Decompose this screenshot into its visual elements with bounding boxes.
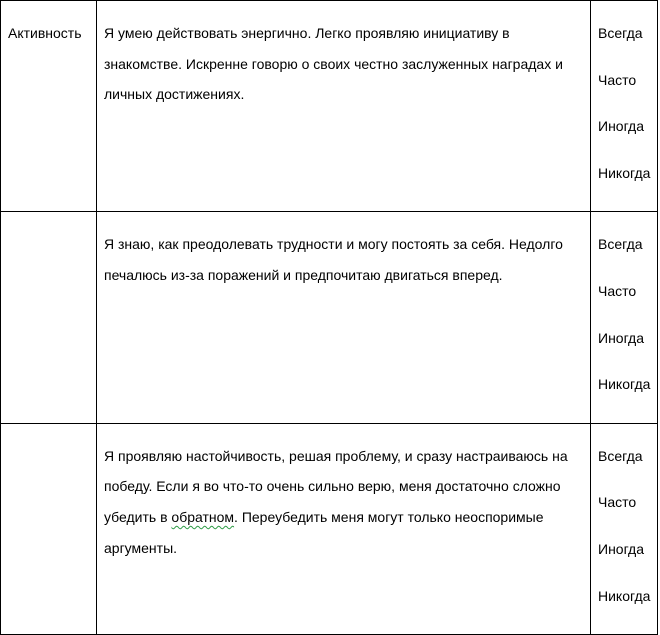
option-never[interactable]: Никогда: [598, 376, 651, 393]
options-cell: [591, 212, 658, 423]
category-cell-empty: [1, 423, 97, 634]
option-sometimes[interactable]: Иногда: [598, 118, 645, 135]
category-cell-empty: [1, 212, 97, 423]
statement-cell: [97, 212, 591, 423]
statement-text: Я знаю, как преодолевать трудности и могу постоять за себя. Недолго печалюсь из-за поражений и предпочитаю двигаться вперед.: [104, 236, 563, 283]
option-always[interactable]: Всегда: [598, 447, 643, 464]
category-cell: [1, 1, 97, 212]
options-cell: [591, 423, 658, 634]
statement-cell: [97, 423, 591, 634]
option-often[interactable]: Часто: [598, 282, 637, 299]
option-never[interactable]: Никогда: [598, 587, 651, 604]
table-row: [1, 423, 658, 634]
statement-text: Я умею действовать энергично. Легко проявляю инициативу в знакомстве. Искренне говорю о своих честно заслуженных наградах и личных достижениях.: [104, 25, 563, 103]
option-often[interactable]: Часто: [598, 494, 637, 511]
statement-cell: [97, 1, 591, 212]
option-often[interactable]: Часто: [598, 71, 637, 88]
table-row: [1, 1, 658, 212]
spellcheck-marked-word: обратном: [171, 508, 235, 525]
option-always[interactable]: Всегда: [598, 25, 643, 41]
statement-text: [104, 441, 584, 563]
table-row: [1, 212, 658, 423]
options-cell: [591, 1, 658, 212]
category-label: Активность: [8, 25, 82, 41]
option-always[interactable]: Всегда: [598, 236, 643, 253]
statement-text-part: . Переубедить меня могут только неоспоримые аргументы.: [104, 508, 544, 556]
option-sometimes[interactable]: Иногда: [598, 540, 645, 557]
option-never[interactable]: Никогда: [598, 164, 651, 181]
option-sometimes[interactable]: Иногда: [598, 329, 645, 346]
statement-text-part: Я проявляю настойчивость, решая проблему, и сразу настраиваюсь на победу. Если я во что-то очень сильно верю, меня достаточно сложно убедить в: [104, 447, 568, 525]
